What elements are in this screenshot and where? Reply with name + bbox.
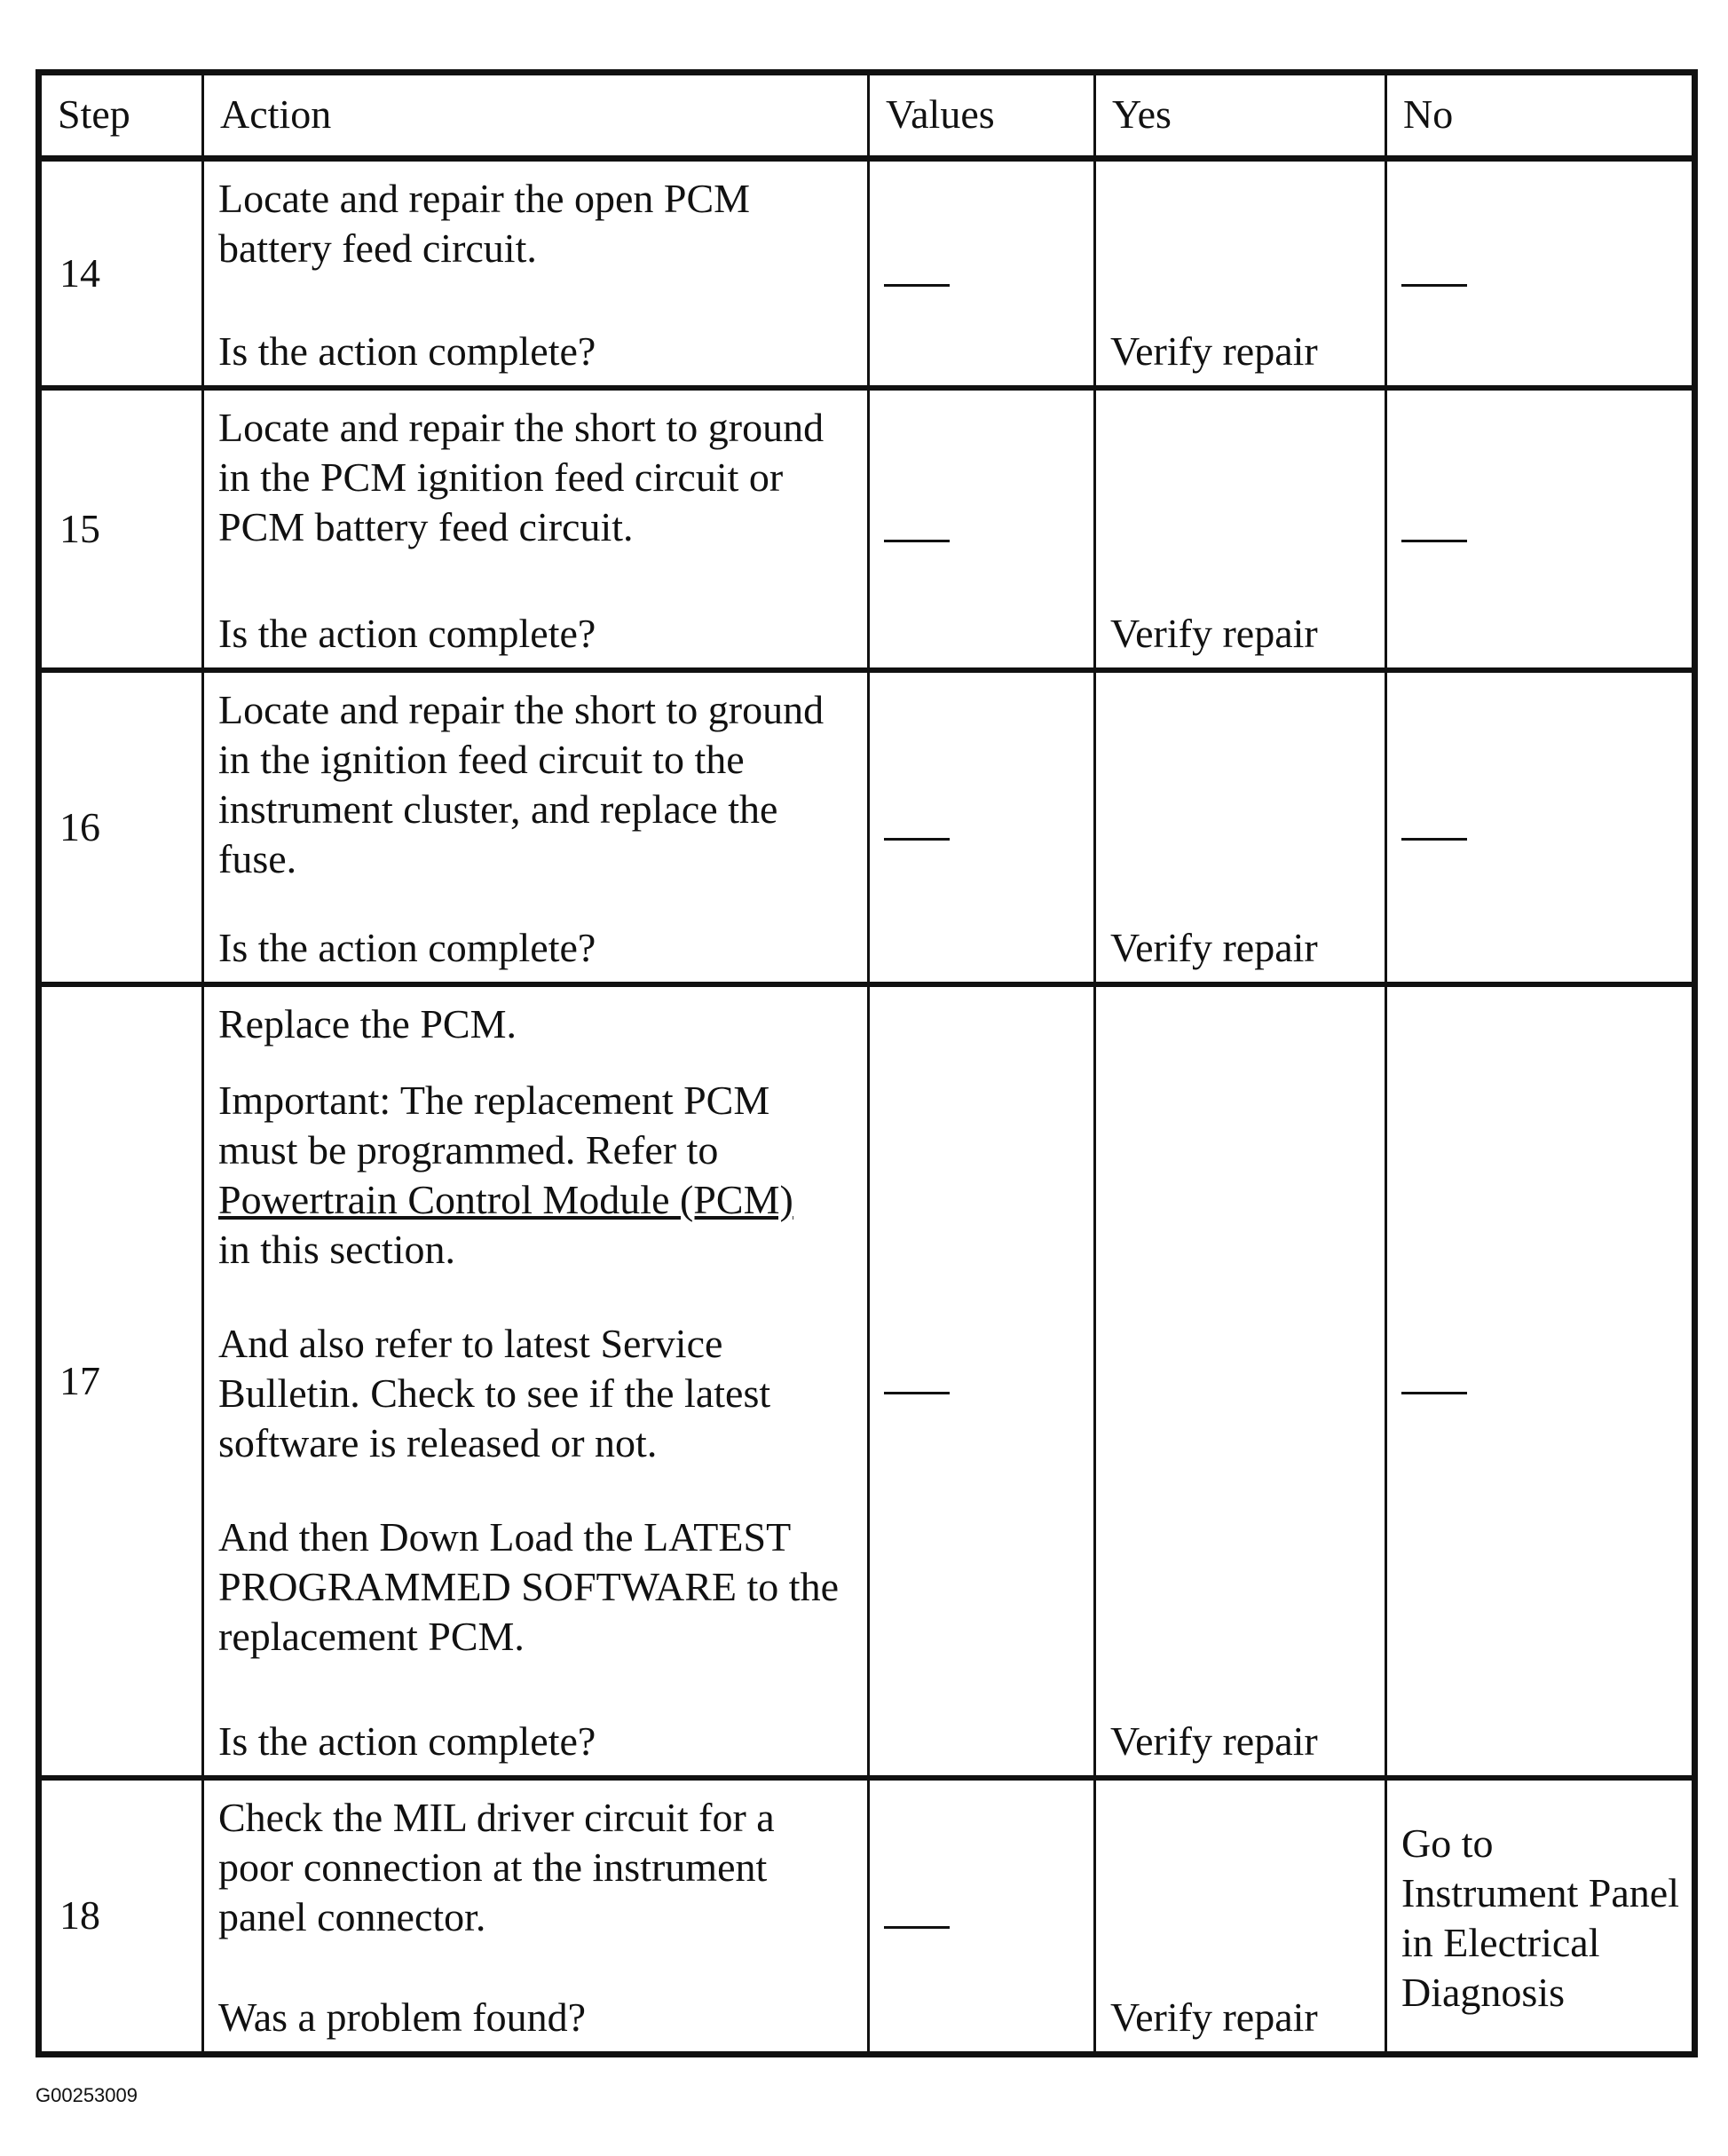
yes-result: Verify repair (1110, 924, 1318, 970)
action-question: Is the action complete? (218, 610, 596, 656)
yes-cell (1095, 159, 1386, 388)
action-text: Check the MIL driver circuit for a poor connection at the instrument panel connector. (218, 1794, 775, 1939)
values-cell (869, 984, 1095, 1778)
no-cell (1386, 984, 1695, 1778)
action-text: Locate and repair the short to ground in the PCM ignition feed circuit or PCM battery feed circuit. (218, 404, 825, 549)
header-action: Action (203, 73, 869, 159)
yes-result: Verify repair (1110, 1994, 1318, 2040)
action-cell (203, 388, 869, 670)
step-number: 16 (39, 670, 203, 984)
action-cell (203, 984, 869, 1778)
yes-cell (1095, 388, 1386, 670)
action-question: Is the action complete? (218, 1718, 596, 1764)
important-note: Important: The replacement PCM must be programmed. Refer to (218, 1077, 770, 1173)
action-question: Was a problem found? (218, 1994, 586, 2040)
header-no: No (1386, 73, 1695, 159)
dash-mark (1401, 284, 1467, 287)
values-cell (869, 1778, 1095, 2055)
step-number: 15 (39, 388, 203, 670)
step-number: 17 (39, 984, 203, 1778)
action-question: Is the action complete? (218, 924, 596, 970)
action-cell (203, 1778, 869, 2055)
diagnostic-table (36, 69, 1698, 2057)
dash-mark (884, 1926, 950, 1929)
dash-mark (884, 284, 950, 287)
values-cell (869, 670, 1095, 984)
yes-result: Verify repair (1110, 610, 1318, 656)
header-values: Values (869, 73, 1095, 159)
action-text: in this section. (218, 1226, 456, 1272)
step-number: 14 (39, 159, 203, 388)
table-row (39, 670, 1695, 984)
action-text: And then Down Load the LATEST PROGRAMMED SOFTWARE to the replacement PCM. (218, 1513, 840, 1659)
figure-code: G00253009 (36, 2084, 138, 2106)
action-cell (203, 159, 869, 388)
dash-mark (1401, 838, 1467, 841)
table-row (39, 159, 1695, 388)
action-cell (203, 670, 869, 984)
action-text: Replace the PCM. (218, 1000, 517, 1046)
no-result: Go to Instrument Panel in Electrical Diagnosis (1386, 1778, 1695, 2055)
step-number: 18 (39, 1778, 203, 2055)
header-step: Step (39, 73, 203, 159)
action-text: Locate and repair the open PCM battery feed circuit. (218, 176, 751, 271)
pcm-reference-link[interactable]: Powertrain Control Module (PCM) (218, 1176, 793, 1222)
no-cell (1386, 670, 1695, 984)
table-row (39, 984, 1695, 1778)
dash-mark (1401, 540, 1467, 542)
values-cell (869, 159, 1095, 388)
action-question: Is the action complete? (218, 328, 596, 374)
dash-mark (884, 540, 950, 542)
values-cell (869, 388, 1095, 670)
yes-result: Verify repair (1110, 328, 1318, 374)
action-text (218, 1076, 855, 1275)
no-cell (1386, 159, 1695, 388)
dash-mark (884, 838, 950, 841)
action-text: And also refer to latest Service Bulletin. Check to see if the latest software is released or not. (218, 1320, 771, 1465)
header-yes: Yes (1095, 73, 1386, 159)
yes-cell (1095, 1778, 1386, 2055)
header-row (39, 73, 1695, 159)
yes-result: Verify repair (1110, 1718, 1318, 1764)
no-cell (1386, 388, 1695, 670)
table-row (39, 388, 1695, 670)
yes-cell (1095, 984, 1386, 1778)
yes-cell (1095, 670, 1386, 984)
dash-mark (884, 1392, 950, 1394)
table-row (39, 1778, 1695, 2055)
dash-mark (1401, 1392, 1467, 1394)
action-text: Locate and repair the short to ground in the ignition feed circuit to the instrument cluster, and replace the fuse. (218, 686, 825, 881)
